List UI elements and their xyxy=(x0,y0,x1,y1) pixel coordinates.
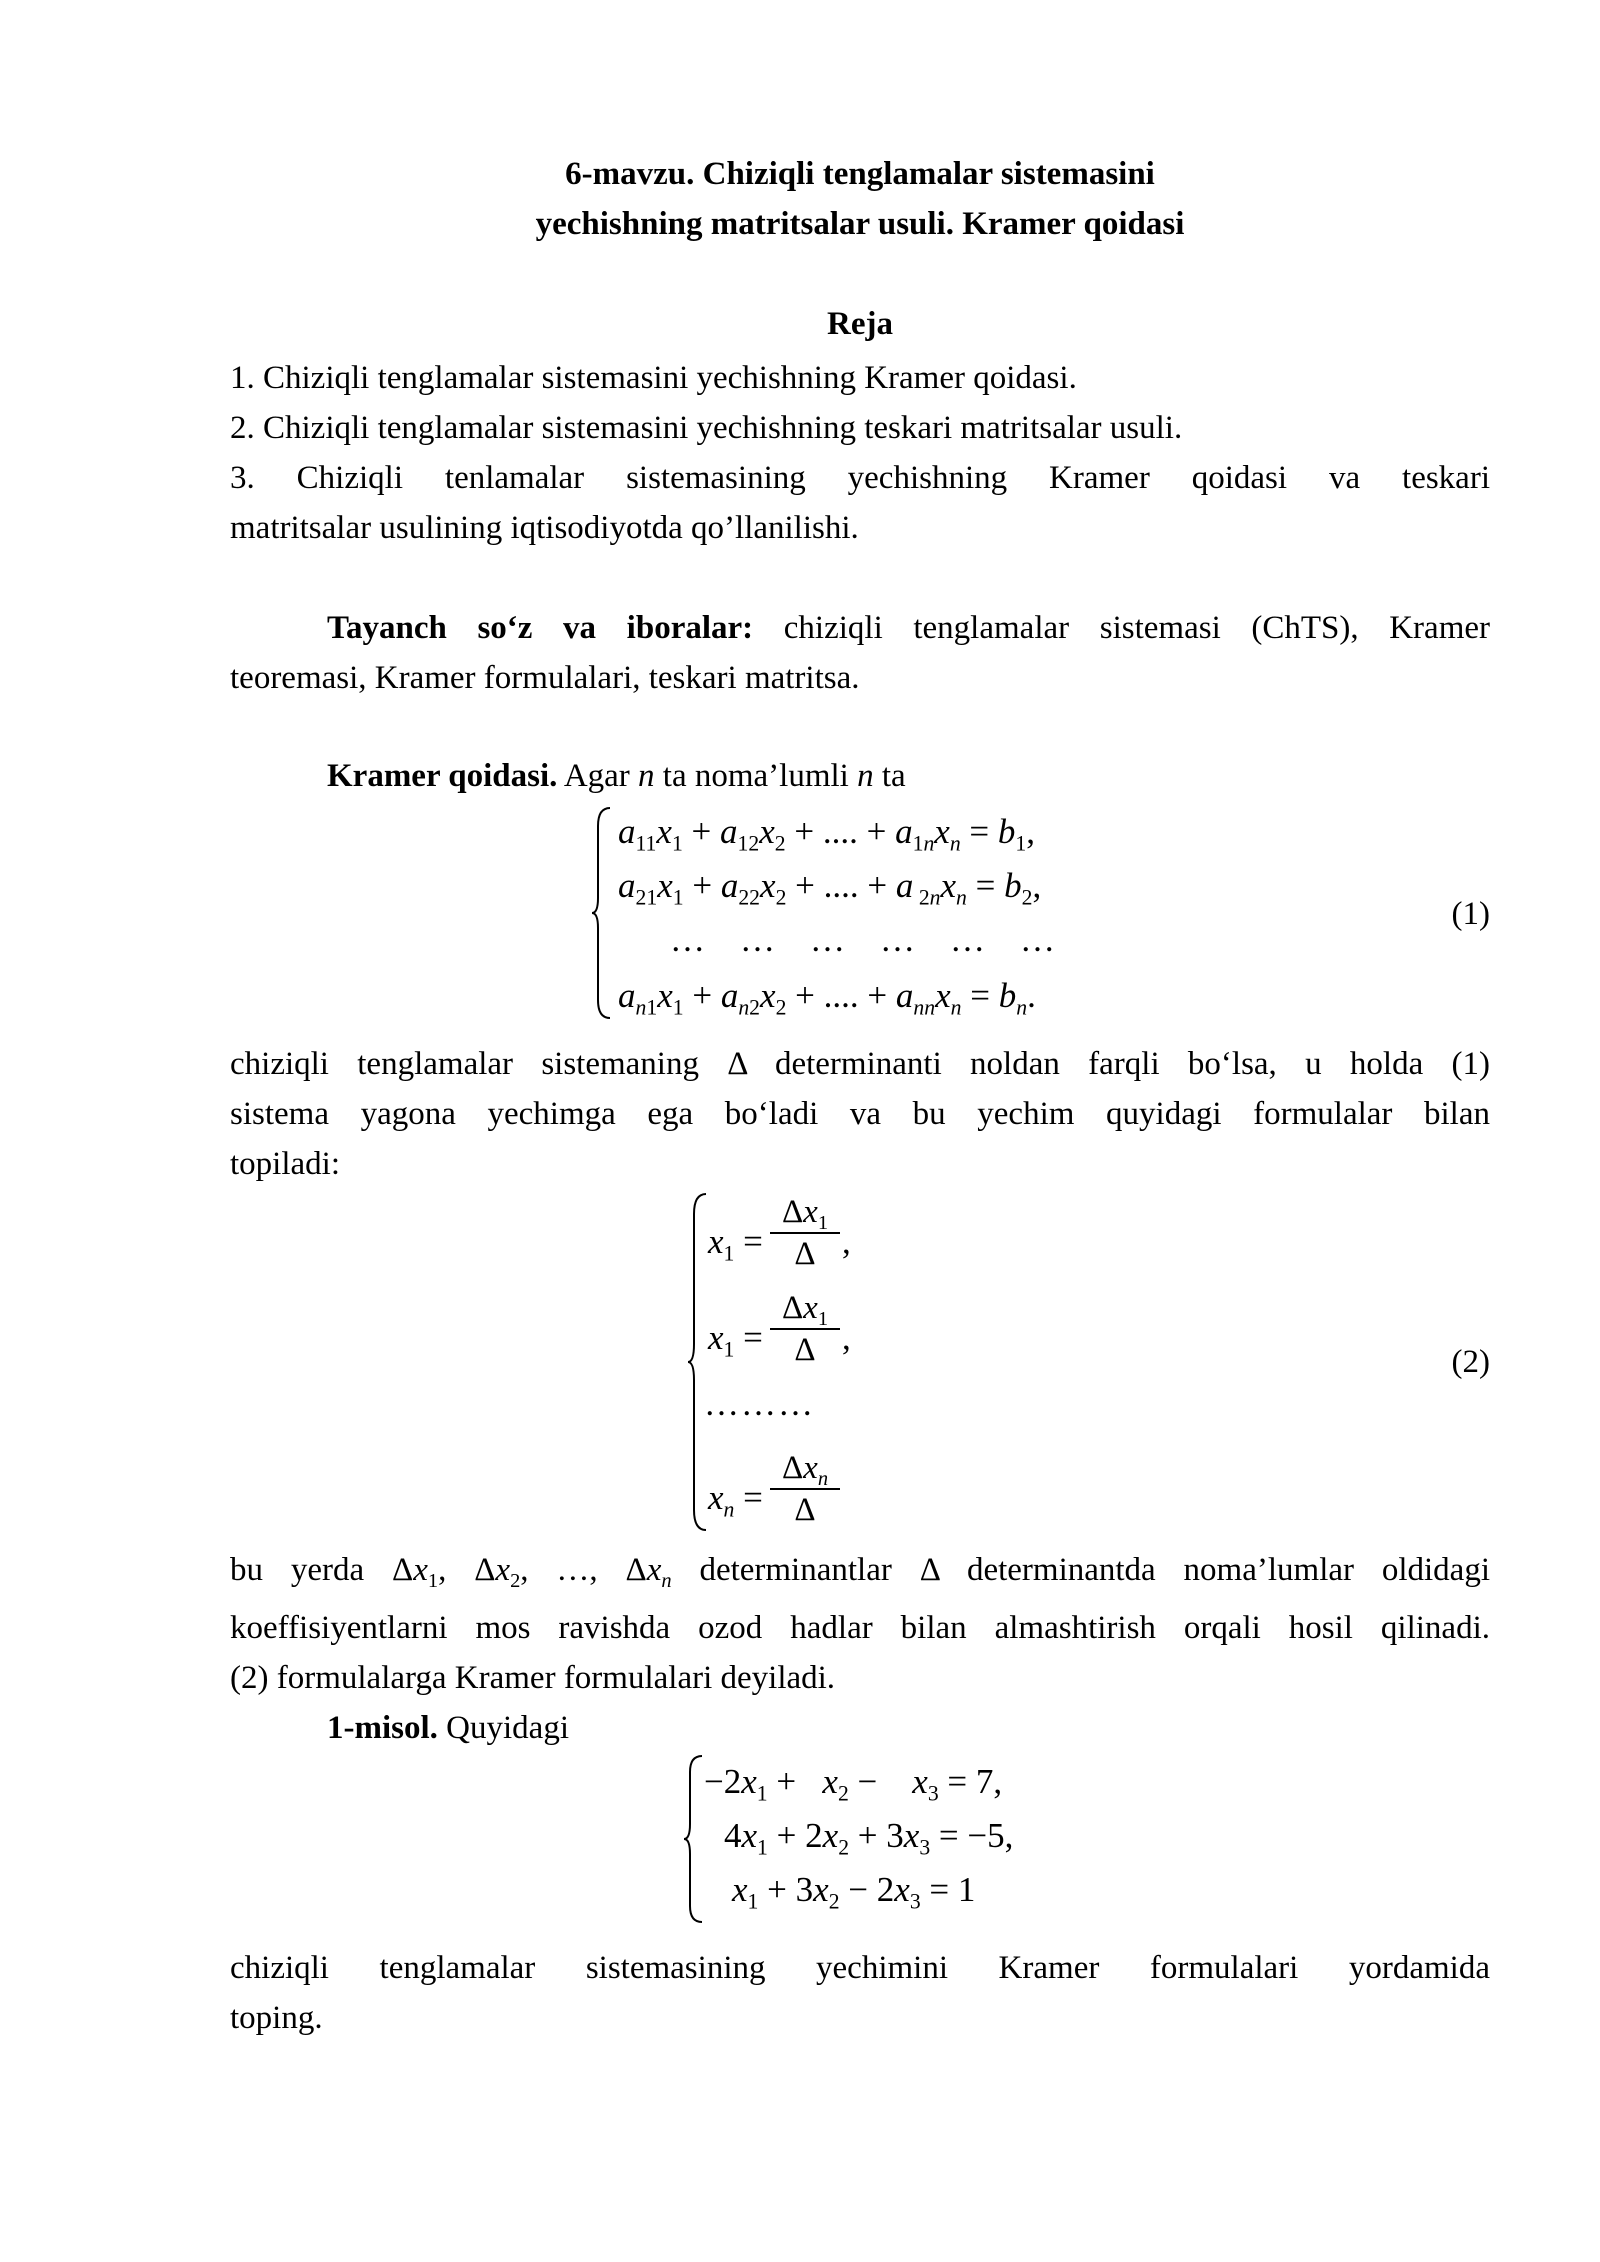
keywords-label: Tayanch so‘z va iboralar: xyxy=(327,610,754,646)
explain-1b: determinantlar xyxy=(699,1552,892,1588)
example-task-line-2: toping. xyxy=(230,2000,323,2036)
example-row-3: $x_1 + 3x_2 - 2x_3 = 1$ xyxy=(732,1870,976,1914)
plan-heading: Reja xyxy=(827,306,893,342)
example-task-line-1: chiziqli tenglamalar sistemasining yechimini Kramer formulalari yordamida xyxy=(230,1950,1490,1986)
after-system-1b: determinanti noldan farqli bo‘lsa, u holda (1) xyxy=(774,1046,1490,1082)
delta-symbol: Δ xyxy=(727,1046,747,1082)
plan-item-2: 2. Chiziqli tenglamalar sistemasini yechishning teskari matritsalar usuli. xyxy=(230,410,1183,446)
delta-symbol-2: Δ xyxy=(919,1552,940,1588)
kramer-intro-a: Agar xyxy=(563,758,639,794)
after-system-1a: chiziqli tenglamalar sistemaning xyxy=(230,1046,699,1082)
formula-dots: ……… xyxy=(704,1384,815,1423)
example-row-2: $4x_1 + 2x_2 + 3x_3 = -5$, xyxy=(724,1816,1014,1860)
plan-item-3-line-2: matritsalar usulining iqtisodiyotda qo’llanilishi. xyxy=(230,510,859,546)
system-1-brace xyxy=(590,806,614,1020)
kramer-intro-n2: n xyxy=(857,758,874,794)
example-label: 1-misol. xyxy=(327,1710,438,1746)
explain-1c: determinantda noma’lumlar oldidagi xyxy=(966,1552,1490,1588)
after-system-line-1 xyxy=(230,1040,1490,1088)
explain-line-1 xyxy=(230,1546,1490,1594)
plan-item-1: 1. Chiziqli tenglamalar sistemasini yechishning Kramer qoidasi. xyxy=(230,360,1077,396)
system-1-row-ellipsis: … … … … … … xyxy=(670,920,1055,959)
title-line-1: 6-mavzu. Chiziqli tenglamalar sistemasini xyxy=(565,156,1155,192)
formulas-2-number: (2) xyxy=(1451,1344,1490,1380)
formula-xn-lhs: $x_n$ = xyxy=(708,1478,763,1522)
system-1-row-1: $a_{11}x_1 + a_{12}x_2$ + .... + $a_{1n}x_n = b_1$, xyxy=(618,812,1036,856)
example-row-1: $-2x_1 + x_2$ − $x_3 = 7$, xyxy=(704,1762,1003,1806)
after-system-line-3: topiladi: xyxy=(230,1146,340,1182)
formula-x2-lhs: $x_1$ = xyxy=(708,1318,763,1362)
keywords-line-2: teoremasi, Kramer formulalari, teskari matritsa. xyxy=(230,660,860,696)
example-system-brace xyxy=(682,1754,706,1924)
formula-x2-fraction: $\frac{\Delta x_1}{\Delta}$ xyxy=(770,1288,840,1370)
formulas-2-brace xyxy=(686,1192,710,1532)
explain-line-2: koeffisiyentlarni mos ravishda ozod hadlar bilan almashtirish orqali hosil qilinadi. xyxy=(230,1610,1490,1646)
explain-1a: bu yerda xyxy=(230,1552,365,1588)
formula-xn-fraction: $\Delta x_n$ Δ xyxy=(770,1448,840,1530)
formula-x1-lhs: $x_1$ = xyxy=(708,1222,763,1266)
system-1-number: (1) xyxy=(1451,896,1490,932)
keywords-text-1: chiziqli tenglamalar sistemasi (ChTS), Kramer xyxy=(783,610,1490,646)
kramer-intro-n1: n xyxy=(638,758,655,794)
example-intro xyxy=(230,1704,1490,1752)
kramer-intro-c: ta xyxy=(873,758,906,794)
title-line-2: yechishning matritsalar usuli. Kramer qoidasi xyxy=(535,206,1185,242)
kramer-label: Kramer qoidasi. xyxy=(327,758,558,794)
system-1-row-n: $a_{n1}x_1 + a_{n2}x_2$ + .... + $a_{nn}x_n = b_n$. xyxy=(618,976,1036,1020)
keywords-line-1 xyxy=(230,604,1490,652)
formula-x2-comma: , xyxy=(842,1318,851,1357)
kramer-intro xyxy=(230,752,1490,800)
plan-item-3-line-1: 3. Chiziqli tenlamalar sistemasining yechishning Kramer qoidasi va teskari xyxy=(230,460,1490,496)
delta-list: $\Delta x_1$, $\Delta x_2$, …, $\Delta x_n$ xyxy=(391,1552,672,1593)
formula-x1-comma: , xyxy=(842,1222,851,1261)
after-system-line-2: sistema yagona yechimga ega bo‘ladi va bu yechim quyidagi formulalar bilan xyxy=(230,1096,1490,1132)
formula-x1-fraction: $\frac{\Delta x_1}{\Delta}$ xyxy=(770,1192,840,1274)
kramer-intro-b: ta noma’lumli xyxy=(654,758,858,794)
document-page xyxy=(230,0,1490,2262)
system-1-row-2: $a_{21}x_1 + a_{22}x_2$ + .... + a $_{2n}x_n = b_2$, xyxy=(618,866,1042,910)
example-intro-text: Quyidagi xyxy=(446,1710,569,1746)
explain-line-3: (2) formulalarga Kramer formulalari deyiladi. xyxy=(230,1660,836,1696)
